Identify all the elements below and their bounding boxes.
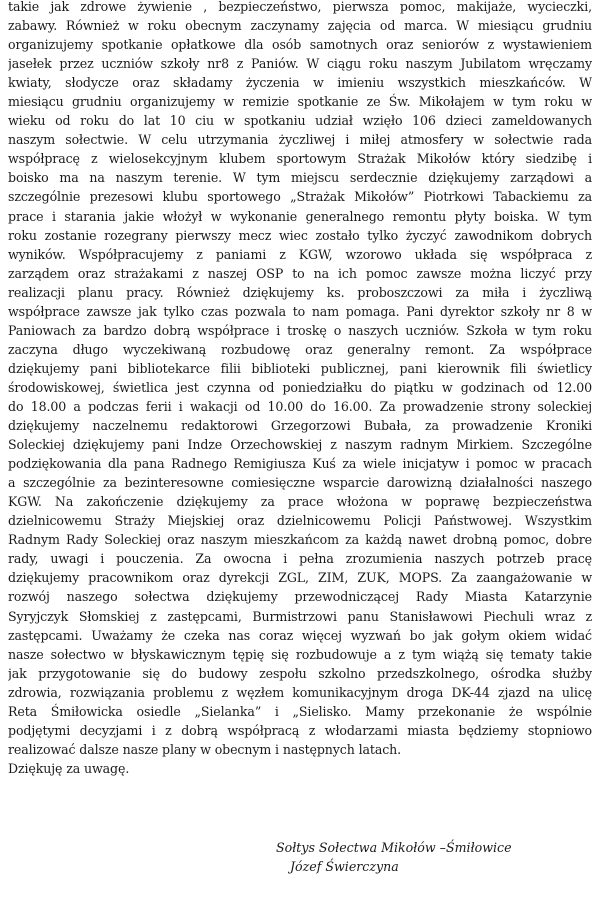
text-line: kwiaty, słodycze oraz składamy życzenia w imieniu wszystkich mieszkańców. W bbox=[8, 75, 592, 91]
text-line: miesiącu grudniu organizujemy w remizie spotkanie ze Św. Mikołajem w tym roku w bbox=[8, 94, 592, 110]
text-line: dziękujemy pani bibliotekarce filii biblioteki publicznej, pani kierownik fili świetlicy bbox=[8, 360, 592, 376]
text-line: wyników. Współpracujemy z paniami z KGW, wzorowo układa się współpraca z bbox=[8, 246, 592, 262]
text-line: dzielnicowemu Straży Miejskiej oraz dzielnicowemu Policji Państwowej. Wszystkim bbox=[8, 513, 592, 529]
text-line: współpracę z wielosekcyjnym klubem sportowym Strażak Mikołów który siedzibę i bbox=[8, 151, 592, 167]
text-line: szczególnie prezesowi klubu sportowego „Strażak Mikołów” Piotrkowi Tabackiemu za bbox=[8, 189, 592, 205]
text-line: zabawy. Również w roku obecnym zaczynamy zajęcia od marca. W miesiącu grudniu bbox=[8, 18, 592, 34]
text-line: podziękowania dla pana Radnego Remigiusza Kuś za wiele inicjatyw i pomoc w pracach bbox=[8, 456, 592, 472]
text-line: do 18.00 a podczas ferii i wakacji od 10.00 do 16.00. Za prowadzenie strony soleckiej bbox=[8, 398, 592, 414]
text-line: realizacji planu pracy. Również dziękujemy ks. proboszczowi za miła i życzliwą bbox=[8, 284, 592, 300]
document-body bbox=[8, 0, 592, 778]
text-line: zarządem oraz strażakami z naszej OSP to na ich pomoc zawsze można liczyć przy bbox=[8, 265, 592, 281]
text-line: dziękujemy pracownikom oraz dyrekcji ZGL, ZIM, ZUK, MOPS. Za zaangażowanie w bbox=[8, 570, 592, 586]
text-line: a szczególnie za bezinteresowne comiesięczne wsparcie darowizną działalności naszego bbox=[8, 475, 592, 491]
text-line: Reta Śmiłowicka osiedle „Sielanka” i „Sielisko. Mamy przekonanie że wspólnie bbox=[8, 703, 592, 719]
text-line: rady, uwagi i pouczenia. Za owocna i pełna zrozumienia naszych potrzeb pracę bbox=[8, 551, 592, 567]
signature-name: Józef Świerczyna bbox=[290, 859, 399, 874]
text-line: rozwój naszego sołectwa dziękujemy przewodniczącej Rady Miasta Katarzynie bbox=[8, 589, 592, 605]
signature-title: Sołtys Sołectwa Mikołów –Śmiłowice bbox=[276, 840, 512, 855]
text-line: naszym sołectwie. W celu utrzymania życzliwej i miłej atmosfery w sołectwie rada bbox=[8, 132, 592, 148]
text-line: prace i starania jakie włożył w wykonanie generalnego remontu płyty boiska. W tym bbox=[8, 208, 592, 224]
closing-thanks: Dziękuję za uwagę. bbox=[8, 760, 130, 776]
text-line: jak przygotowanie się do budowy zespołu szkolno przedszkolnego, ośrodka służby bbox=[8, 665, 592, 681]
text-line: zdrowia, rozwiązania problemu z węzłem komunikacyjnym droga DK-44 zjazd na ulicę bbox=[8, 684, 592, 700]
text-line: Soleckiej dziękujemy pani Indze Orzechowskiej z naszym radnym Mirkiem. Szczególne bbox=[8, 437, 592, 453]
text-line: podjętymi decyzjami i z dobrą współpracą z włodarzami miasta będziemy stopniowo bbox=[8, 722, 592, 738]
text-line: organizujemy spotkanie opłatkowe dla osób samotnych oraz seniorów z wystawieniem bbox=[8, 37, 592, 53]
text-line: dziękujemy naczelnemu redaktorowi Grzegorzowi Bubała, za prowadzenie Kroniki bbox=[8, 418, 592, 434]
text-line: takie jak zdrowe żywienie , bezpieczeństwo, pierwsza pomoc, makijaże, wycieczki, bbox=[8, 0, 592, 14]
text-line: roku zostanie rozegrany pierwszy mecz wiec zostało tylko życzyć zawodnikom dobrych bbox=[8, 227, 592, 243]
text-line: zastępcami. Uważamy że czeka nas coraz więcej wyzwań bo jak gołym okiem widać bbox=[8, 627, 592, 643]
text-line: jasełek przez uczniów szkoły nr8 z Paniów. W ciągu roku naszym Jubilatom wręczamy bbox=[8, 56, 592, 72]
text-line: współprace zawsze jak tylko czas pozwala to nam pomaga. Pani dyrektor szkoły nr 8 w bbox=[8, 303, 592, 319]
text-line: boisko ma na naszym terenie. W tym miejscu serdecznie dziękujemy zarządowi a bbox=[8, 170, 592, 186]
text-line: Syryjczyk Słomskiej z zastępcami, Burmistrzowi panu Stanisławowi Piechuli wraz z bbox=[8, 608, 592, 624]
text-line: środowiskowej, świetlica jest czynna od poniedziałku do piątku w godzinach od 12.00 bbox=[8, 379, 592, 395]
text-line: KGW. Na zakończenie dziękujemy za prace włożona w poprawę bezpieczeństwa bbox=[8, 494, 592, 510]
text-line: Radnym Rady Soleckiej oraz naszym mieszkańcom za każdą nawet drobną pomoc, dobre bbox=[8, 532, 592, 548]
text-line: zaczyna długo wyczekiwaną rozbudowę oraz generalny remont. Za współprace bbox=[8, 341, 592, 357]
text-line: nasze sołectwo w błyskawicznym tępię się rozbudowuje a z tym wiążą się tematy takie bbox=[8, 646, 592, 662]
text-line-last: realizować dalsze nasze plany w obecnym i następnych latach. bbox=[8, 741, 402, 757]
text-line: wieku od roku do lat 10 ciu w spotkaniu udział wzięło 106 dzieci zameldowanych bbox=[8, 113, 592, 129]
text-line: Paniowach za bardzo dobrą współprace i troskę o naszych uczniów. Szkoła w tym roku bbox=[8, 322, 592, 338]
